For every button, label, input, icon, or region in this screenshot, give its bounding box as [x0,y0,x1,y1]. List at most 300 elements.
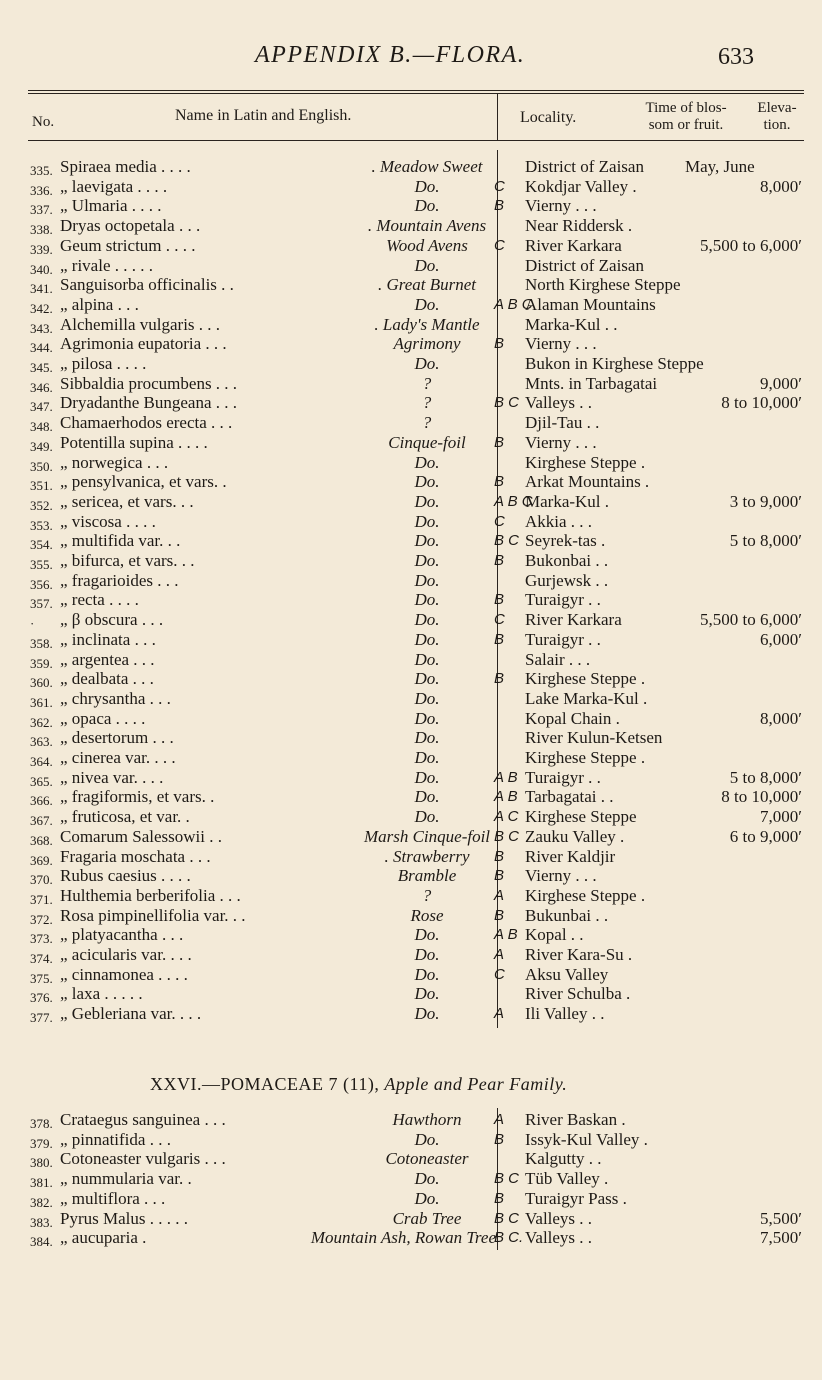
species-number: · [30,616,35,632]
locality: Ili Valley . . [525,1004,605,1024]
english-name: Do. [414,570,440,590]
table-row [0,590,822,610]
table-row [0,393,822,413]
table-row [0,650,822,670]
english-name: Crab Tree [392,1208,462,1228]
table-row [0,827,822,847]
species-number: 359. [30,655,53,671]
species-number: 348. [30,419,53,435]
species-number: 335. [30,163,53,178]
species-number: 361. [30,694,53,710]
region-letters: A C [494,808,519,826]
latin-name: Pyrus Malus . . . . . [60,1208,188,1228]
table-row [0,768,822,788]
col-time [636,100,736,134]
species-number: 338. [30,222,53,238]
table-row [0,886,822,906]
locality: District of Zaisan [525,157,644,176]
region-letters: B [494,197,505,215]
species-number: 358. [30,635,53,651]
species-number: 341. [30,281,53,297]
elevation: 7,000′ [760,807,802,827]
english-name: Cinque-foil [388,432,466,452]
english-name: ? [422,373,432,393]
locality: Seyrek-tas . [525,531,606,551]
locality: Akkia . . . [525,511,593,531]
english-name: Do. [414,984,440,1004]
species-number: 373. [30,931,53,947]
latin-name: „ fragarioides . . . [60,570,179,590]
latin-name: „ nivea var. . . . [60,767,164,787]
english-name: Cotoneaster [385,1149,469,1169]
english-name: Do. [414,491,440,511]
english-name: Do. [414,748,440,767]
english-name: Do. [414,728,440,748]
latin-name: „ fragiformis, et vars. . [60,787,215,807]
latin-name: „ pensylvanica, et vars. . [60,472,227,492]
elevation: 8,000′ [760,176,802,196]
locality: District of Zaisan [525,255,644,275]
species-number: 366. [30,793,53,809]
species-number: 349. [30,438,53,454]
latin-name: Comarum Salessowii . . [60,826,222,846]
species-number: 384. [30,1234,53,1250]
table-row [0,374,822,394]
latin-name: Potentilla supina . . . . [60,432,208,452]
latin-name: Alchemilla vulgaris . . . [60,314,221,334]
species-number: 354. [30,537,53,553]
table-row [0,669,822,689]
english-name: ? [422,885,432,905]
locality: River Kulun-Ketsen [525,728,663,748]
latin-name: Chamaerhodos erecta . . . [60,413,233,433]
page-number: 633 [718,44,754,70]
latin-name: „ norwegica . . . [60,452,169,472]
english-name: . Mountain Avens [367,216,487,236]
header-divider [497,93,498,140]
species-number: 345. [30,360,53,375]
english-name: Do. [414,787,440,807]
species-number: 374. [30,951,53,966]
locality: Arkat Mountains . [525,472,650,492]
locality: Vierny . . . [525,334,597,354]
english-name: Do. [414,767,440,787]
english-name: Do. [414,452,440,472]
species-number: 343. [30,320,53,336]
table-row [0,610,822,630]
latin-name: „ cinnamonea . . . . [60,964,188,984]
english-name: Do. [414,964,440,984]
latin-name: „ pilosa . . . . [60,354,147,373]
locality: Tüb Valley . [525,1169,609,1189]
english-name: Do. [414,629,440,649]
family-heading [150,1074,567,1095]
latin-name: „ β obscura . . . [60,610,164,630]
col-no: No. [32,114,55,130]
region-letters: A B [494,788,518,806]
table-row [0,925,822,945]
species-number: 357. [30,596,53,612]
locality: Alaman Mountains [525,294,656,314]
english-name: Do. [414,925,440,945]
english-name: ? [422,393,432,413]
locality: Lake Marka-Kul . [525,688,648,708]
latin-name: „ sericea, et vars. . . [60,491,194,511]
col-time-line1: Time of blos- [645,100,727,116]
english-name: Do. [414,807,440,827]
latin-name: „ laxa . . . . . [60,984,143,1004]
table-row [0,866,822,886]
latin-name: „ rivale . . . . . [60,255,153,275]
english-name: Marsh Cinque-foil [363,826,491,846]
species-number: 380. [30,1155,53,1171]
species-number: 371. [30,891,53,907]
english-name: Do. [414,176,440,196]
latin-name: „ opaca . . . . [60,708,146,728]
region-letters: C [494,236,505,254]
species-number: 364. [30,754,53,769]
species-number: 372. [30,911,53,927]
latin-name: Sibbaldia procumbens . . . [60,373,238,393]
species-number: 347. [30,399,53,415]
table-row [0,196,822,216]
latin-name: Cotoneaster vulgaris . . . [60,1149,226,1169]
locality: Kirghese Steppe . [525,452,646,472]
region-letters: B [494,473,505,491]
locality: Aksu Valley [525,964,609,984]
locality: Valleys . . [525,1208,593,1228]
table-row [0,984,822,1004]
locality: Mnts. in Tarbagatai [525,373,658,393]
latin-name: „ Gebleriana var. . . . [60,1004,202,1024]
latin-name: „ Ulmaria . . . . [60,196,162,216]
english-name: Do. [414,708,440,728]
region-letters: B C [494,1209,520,1227]
locality: Marka-Kul . . [525,314,618,334]
region-letters: B [494,670,505,688]
locality: River Kaldjir [525,846,616,866]
locality: Gurjewsk . . [525,570,609,590]
table-row [0,1189,822,1209]
table-row [0,453,822,473]
species-number: 340. [30,261,53,277]
col-elev-line2: tion. [763,117,791,133]
table-row [0,1004,822,1024]
table-row [0,512,822,532]
table-row [0,157,822,177]
species-number: 344. [30,340,53,356]
locality: Vierny . . . [525,866,597,886]
locality: Tarbagatai . . [525,787,614,807]
english-name: Do. [414,649,440,669]
region-letters: B [494,847,505,865]
species-number: 383. [30,1214,53,1230]
species-number: 375. [30,970,53,986]
region-letters: B [494,867,505,885]
latin-name: Agrimonia eupatoria . . . [60,334,227,354]
region-letters: A [494,1005,505,1023]
latin-name: „ recta . . . . [60,590,139,610]
english-name: Do. [414,688,440,708]
english-name: Do. [414,1004,440,1024]
english-name: Do. [414,294,440,314]
table-row [0,787,822,807]
table-row [0,256,822,276]
locality: Valleys . . [525,1228,593,1248]
locality: Turaigyr . . [525,590,601,610]
table-row [0,433,822,453]
species-number: 369. [30,852,53,868]
locality: Turaigyr . . [525,629,601,649]
region-letters: A [494,1111,505,1128]
english-name: Do. [414,1169,440,1189]
latin-name: Crataegus sanguinea . . . [60,1110,226,1129]
table-row [0,472,822,492]
latin-name: Sanguisorba officinalis . . [60,275,234,295]
region-letters: B [494,335,505,353]
english-name: Bramble [397,866,457,886]
region-letters: B [494,1130,505,1148]
locality: Bukunbai . . [525,905,609,925]
locality: Kirghese Steppe . [525,669,646,689]
region-letters: B C [494,1170,520,1188]
elevation: 8 to 10,000′ [721,393,802,413]
table-row [0,492,822,512]
locality: Issyk-Kul Valley . [525,1129,648,1149]
locality: River Baskan . [525,1110,626,1129]
locality: Near Riddersk . [525,216,633,236]
elevation: 3 to 9,000′ [729,491,802,511]
species-number: 346. [30,379,53,395]
species-number: 367. [30,813,53,829]
table-row [0,295,822,315]
english-name: Do. [414,255,440,275]
locality: Bukon in Kirghese Steppe [525,354,704,373]
latin-name: „ multiflora . . . [60,1188,166,1208]
locality: Kalgutty . . [525,1149,602,1169]
table-row [0,177,822,197]
region-letters: C [494,177,505,195]
english-name: ? [422,413,432,433]
locality: River Karkara [525,235,622,255]
english-name: . Great Burnet [377,275,477,295]
species-number: 362. [30,714,53,730]
elevation: 9,000′ [760,373,802,393]
locality: North Kirghese Steppe [525,275,681,295]
latin-name: Hulthemia berberifolia . . . [60,885,241,905]
region-letters: C [494,512,505,530]
table-row [0,216,822,236]
table-row [0,709,822,729]
locality: Zauku Valley . [525,826,625,846]
table-row [0,630,822,650]
table-row [0,236,822,256]
latin-name: „ laevigata . . . . [60,176,168,196]
latin-name: Dryadanthe Bungeana . . . [60,393,238,413]
elevation: 8,000′ [760,708,802,728]
table-row [0,1149,822,1169]
elevation: 5 to 8,000′ [729,531,802,551]
table-row [0,748,822,768]
table-row [0,1130,822,1150]
header-rule [28,140,804,141]
flowering-time: May, June [685,157,755,176]
locality: Bukonbai . . [525,551,609,570]
col-locality: Locality. [520,109,577,126]
elevation: 5 to 8,000′ [729,767,802,787]
species-number: 336. [30,182,53,198]
latin-name: „ argentea . . . [60,649,155,669]
region-letters: A B C [494,492,533,510]
latin-name: Dryas octopetala . . . [60,216,201,236]
locality: River Kara-Su . [525,945,633,964]
table-row [0,965,822,985]
elevation: 5,500 to 6,000′ [700,610,802,630]
region-letters: A B [494,926,518,944]
elevation: 5,500′ [760,1208,802,1228]
locality: Turaigyr . . [525,767,601,787]
region-letters: A [494,886,505,904]
table-row [0,551,822,571]
species-number: 382. [30,1194,53,1210]
region-letters: C [494,611,505,629]
english-name: Do. [414,945,440,964]
table-row [0,275,822,295]
latin-name: Rubus caesius . . . . [60,866,191,886]
region-letters: B C. [494,1229,524,1247]
species-number: 337. [30,202,53,218]
latin-name: „ cinerea var. . . . [60,748,176,767]
species-number: 352. [30,497,53,513]
running-head: APPENDIX B.—FLORA. [255,42,526,68]
latin-name: „ desertorum . . . [60,728,174,748]
region-letters: A B C [494,295,533,313]
latin-name: „ nummularia var. . [60,1169,192,1189]
table-row [0,906,822,926]
species-number: 379. [30,1135,53,1151]
latin-name: „ platyacantha . . . [60,925,184,945]
table-row [0,354,822,374]
species-number: 342. [30,300,53,316]
top-rule-2 [28,93,804,94]
locality: River Karkara [525,610,622,630]
locality: Kirghese Steppe . [525,748,646,767]
latin-name: „ multifida var. . . [60,531,181,551]
locality: Kokdjar Valley . [525,176,637,196]
family-name: XXVI.—POMACEAE 7 (11), [150,1074,380,1094]
latin-name: Fragaria moschata . . . [60,846,211,866]
locality: Kirghese Steppe [525,807,637,827]
english-name: Wood Avens [386,235,468,255]
species-number: 353. [30,517,53,533]
table-row [0,1110,822,1130]
english-name: Do. [414,590,440,610]
locality: Djil-Tau . . [525,413,600,433]
english-name: . Lady's Mantle [374,314,480,334]
species-number: 339. [30,241,53,257]
elevation: 7,500′ [760,1228,802,1248]
table-row [0,728,822,748]
col-name: Name in Latin and English. [175,107,352,124]
english-name: Do. [414,472,440,492]
latin-name: „ aucuparia . [60,1228,147,1248]
family-english-name: Apple and Pear Family. [384,1074,568,1094]
latin-name: „ chrysantha . . . [60,688,171,708]
species-number: 360. [30,675,53,691]
english-name: Do. [414,610,440,630]
species-number: 370. [30,872,53,888]
species-number: 356. [30,576,53,592]
english-name: Do. [414,669,440,689]
table-row [0,689,822,709]
latin-name: Geum strictum . . . . [60,235,196,255]
table-row [0,413,822,433]
species-number: 378. [30,1116,53,1131]
region-letters: B [494,552,505,569]
latin-name: „ fruticosa, et var. . [60,807,190,827]
elevation: 6,000′ [760,629,802,649]
top-rule [28,90,804,91]
english-name: Do. [414,511,440,531]
english-name: Do. [414,551,440,570]
region-letters: B [494,906,505,924]
locality: River Schulba . [525,984,631,1004]
species-number: 376. [30,990,53,1006]
col-elev-line1: Eleva- [757,100,797,116]
locality: Kopal Chain . [525,708,620,728]
english-name: Rose [410,905,444,925]
latin-name: „ pinnatifida . . . [60,1129,171,1149]
latin-name: „ viscosa . . . . [60,511,156,531]
table-row [0,1209,822,1229]
col-elevation [752,100,802,134]
english-name: Do. [414,1129,440,1149]
species-number: 381. [30,1175,53,1191]
elevation: 8 to 10,000′ [721,787,802,807]
table-row [0,1169,822,1189]
locality: Turaigyr Pass . [525,1188,627,1208]
english-name: Mountain Ash, Rowan Tree [310,1228,496,1248]
table-row [0,807,822,827]
elevation: 6 to 9,000′ [729,826,802,846]
table-row [0,1228,822,1248]
table-row [0,334,822,354]
locality: Vierny . . . [525,432,597,452]
latin-name: Rosa pimpinellifolia var. . . [60,905,246,925]
table-row [0,531,822,551]
species-number: 351. [30,478,53,494]
table-row [0,315,822,335]
species-number: 377. [30,1010,53,1026]
english-name: Agrimony [393,334,461,354]
locality: Salair . . . [525,649,591,669]
table-row [0,945,822,965]
english-name: Do. [414,196,440,216]
elevation: 5,500 to 6,000′ [700,235,802,255]
region-letters: B [494,630,505,648]
region-letters: B [494,433,505,451]
col-time-line2: som or fruit. [648,117,724,133]
locality: Marka-Kul . [525,491,610,511]
species-number: 363. [30,734,53,750]
region-letters: B C [494,394,520,412]
region-letters: B [494,1189,505,1207]
species-number: 355. [30,557,53,572]
region-letters: B C [494,827,520,845]
table-row [0,847,822,867]
locality: Kirghese Steppe . [525,885,646,905]
english-name: . Meadow Sweet [371,157,483,176]
